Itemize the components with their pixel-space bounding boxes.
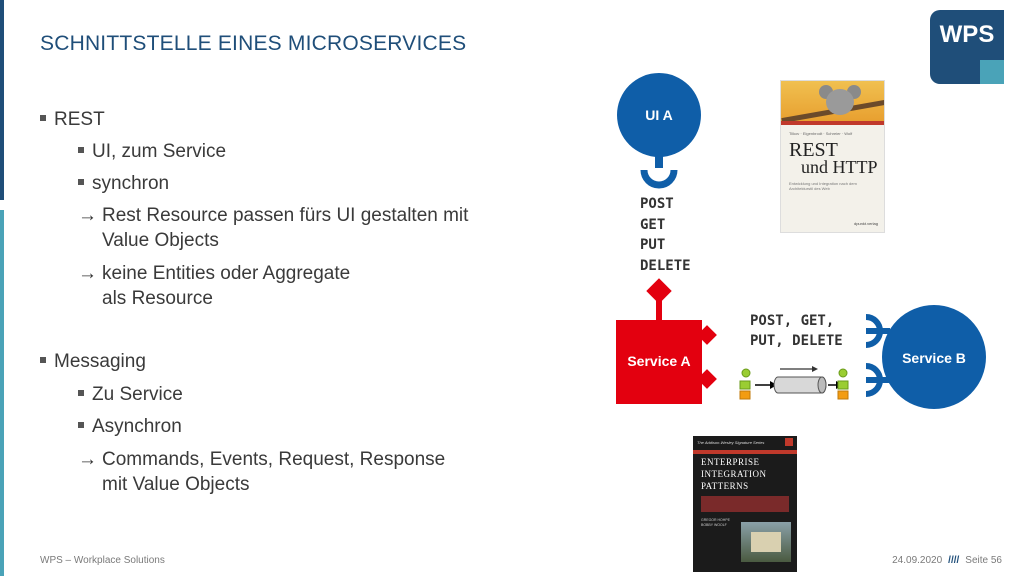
- service-b-label: Service B: [902, 350, 966, 366]
- footer-meta: [892, 555, 1002, 566]
- square-bullet-icon: [78, 390, 84, 396]
- footer-date: 24.09.2020: [892, 555, 943, 566]
- book-cover-enterprise-integration-patterns: The Addison-Wesley Signature Series ENTERPRISE INTEGRATION PATTERNS GREGOR HOHPE BOBBY WOOLF: [693, 436, 797, 572]
- accent-bar-bottom: [0, 210, 4, 576]
- ui-a-socket: [644, 170, 674, 185]
- building-photo: [741, 522, 791, 562]
- koala-icon: [826, 89, 854, 115]
- ui-a-connector-stem: [655, 156, 663, 168]
- ui-verbs: POST GET PUT DELETE: [640, 196, 691, 274]
- bullet-msg-arrow-cont: mit Value Objects: [102, 474, 250, 495]
- square-bullet-icon: [78, 179, 84, 185]
- book-cover-rest-und-http: Tilkov · Eigenbrodt · Schreier · Wolf REST und HTTP Entwicklung und Integration nach dem Architekturstil des Web dpunkt.verlag: [780, 80, 885, 233]
- accent-bar-top: [0, 0, 4, 200]
- bullet-rest: REST: [40, 108, 105, 132]
- square-bullet-icon: [40, 357, 46, 363]
- slide-title: SCHNITTSTELLE EINES MICROSERVICES: [40, 32, 467, 55]
- bullet-rest-sync: synchron: [78, 172, 169, 196]
- square-bullet-icon: [78, 147, 84, 153]
- footer-company: WPS – Workplace Solutions: [40, 555, 165, 566]
- bullet-rest-arrow1-cont: Value Objects: [102, 230, 219, 251]
- logo-text: WPS: [939, 21, 995, 48]
- bullet-rest-arrow1: → Rest Resource passen fürs UI gestalten mit: [78, 205, 469, 226]
- bullet-msg-service: Zu Service: [78, 383, 183, 407]
- ui-a-label: UI A: [645, 107, 673, 123]
- square-bullet-icon: [40, 115, 46, 121]
- bullet-rest-arrow2-cont: als Resource: [102, 288, 213, 309]
- footer-separator: ////: [948, 555, 960, 566]
- bullet-msg-arrow: → Commands, Events, Request, Response: [78, 449, 446, 470]
- service-a-top-diamond: [646, 278, 671, 303]
- square-bullet-icon: [78, 422, 84, 428]
- arrow-right-icon: →: [78, 205, 97, 226]
- bullet-rest-arrow2: → keine Entities oder Aggregate: [78, 263, 351, 284]
- message-channel-icon: [740, 366, 848, 399]
- arrow-right-icon: →: [78, 449, 97, 470]
- bullet-rest-ui: UI, zum Service: [78, 140, 226, 164]
- bullet-messaging: Messaging: [40, 350, 146, 374]
- bullet-msg-async: Asynchron: [78, 415, 182, 439]
- footer-page: Seite 56: [965, 555, 1002, 566]
- arrow-right-icon: →: [78, 263, 97, 284]
- ab-verbs: POST, GET, PUT, DELETE: [750, 313, 843, 349]
- service-a-label: Service A: [627, 353, 691, 369]
